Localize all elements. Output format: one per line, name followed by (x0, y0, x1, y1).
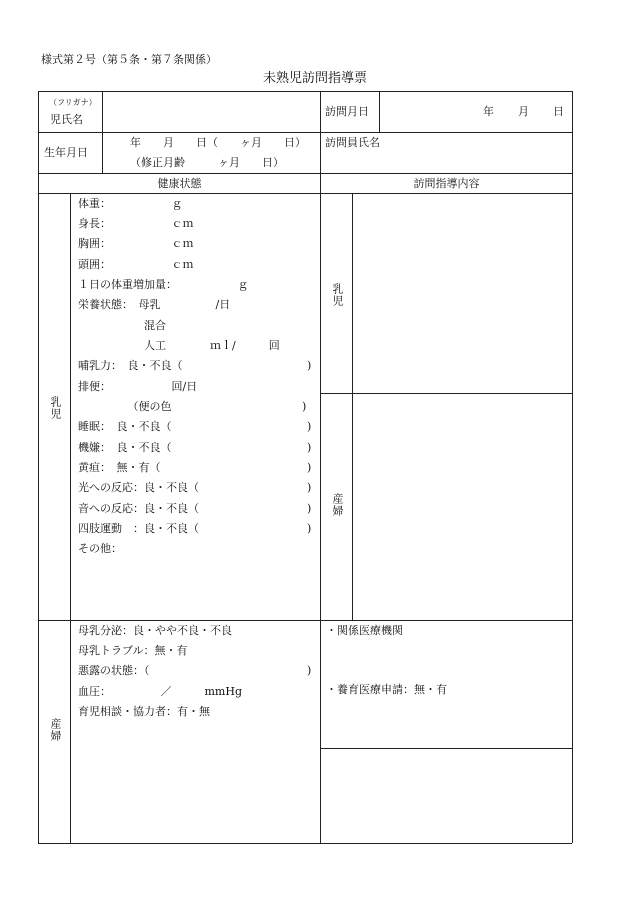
paren-close: ) (302, 400, 307, 413)
infant-item-other: その他： (78, 542, 122, 555)
infant-item-head: 頭囲： ｃｍ (78, 258, 194, 271)
page-title: 未熟児訪問指導票 (262, 71, 367, 86)
paren-close: ) (307, 420, 312, 433)
visit-date-label: 訪問月日 (325, 105, 369, 118)
corrected-age-line: （修正月齢 ヶ月 日） (130, 156, 284, 169)
infant-item-mood: 機嫌： 良・不良（ (78, 441, 172, 454)
infant-item-formula: 人工 ｍｌ/ 回 (78, 339, 280, 352)
visitor-name-label: 訪問員氏名 (325, 136, 380, 149)
guidance-mother-label: 産婦 (331, 493, 344, 517)
paren-close: ) (307, 664, 312, 677)
infant-item-chest: 胸囲： ｃｍ (78, 237, 194, 250)
visit-guidance-header: 訪問指導内容 (413, 177, 480, 190)
guidance-infant-field[interactable] (353, 194, 571, 392)
visit-date-year: 年 (483, 105, 494, 118)
infant-item-suckling: 哺乳力： 良・不良（ (78, 359, 183, 372)
infant-item-weight: 体重： ｇ (78, 197, 183, 210)
guidance-mother-field[interactable] (353, 394, 571, 619)
medical-institution-label: ・関係医療機関 (326, 624, 403, 637)
paren-close: ) (307, 461, 312, 474)
mother-item-milk-secretion: 母乳分泌：良・やや不良・不良 (78, 624, 232, 637)
infant-item-jaundice: 黄疸： 無・有（ (78, 461, 161, 474)
visit-date-field[interactable] (380, 92, 571, 131)
child-name-field[interactable] (103, 92, 319, 131)
infant-item-sound-reaction: 音への反応：良・不良（ (78, 502, 199, 515)
infant-item-mixed: 混合 (78, 319, 166, 332)
form-number: 様式第２号（第５条・第７条関係） (41, 53, 217, 66)
guidance-infant-label: 乳児 (331, 283, 344, 307)
child-name-label: 児氏名 (50, 113, 83, 126)
infant-item-daily-gain: １日の体重増加量： ｇ (78, 278, 249, 291)
mother-item-breast-trouble: 母乳トラブル：無・有 (78, 644, 188, 657)
infant-section-label: 乳児 (49, 396, 62, 420)
birth-date-label: 生年月日 (44, 146, 88, 159)
infant-item-height: 身長： ｃｍ (78, 217, 194, 230)
mother-section-label: 産婦 (49, 718, 62, 742)
mother-item-lochia: 悪露の状態：（ (78, 664, 150, 677)
furigana-label: （フリガナ） (49, 98, 97, 107)
birth-date-line: 年 月 日（ ヶ月 日） (130, 136, 306, 149)
visitor-name-field[interactable] (380, 133, 571, 172)
health-status-header: 健康状態 (157, 177, 202, 190)
paren-close: ) (307, 481, 312, 494)
infant-item-sleep: 睡眠： 良・不良（ (78, 420, 172, 433)
mother-item-consultation: 育児相談・協力者：有・無 (78, 705, 210, 718)
paren-close: ) (307, 522, 312, 535)
infant-item-light-reaction: 光への反応：良・不良（ (78, 481, 199, 494)
visit-date-month: 月 (518, 105, 529, 118)
infant-item-limb-movement: 四肢運動 ：良・不良（ (78, 522, 199, 535)
guidance-notes-field[interactable] (321, 749, 571, 842)
infant-item-nutrition: 栄養状態： 母乳 /日 (78, 298, 231, 311)
paren-close: ) (307, 359, 312, 372)
infant-item-stool: 排便： 回/日 (78, 380, 198, 393)
mother-item-blood-pressure: 血圧： ／ mmHg (78, 685, 242, 698)
visit-date-day: 日 (553, 105, 564, 118)
paren-close: ) (307, 441, 312, 454)
medical-care-application-label: ・養育医療申請：無・有 (326, 683, 447, 696)
paren-close: ) (307, 502, 312, 515)
infant-item-stool-color: （便の色 (78, 400, 172, 413)
